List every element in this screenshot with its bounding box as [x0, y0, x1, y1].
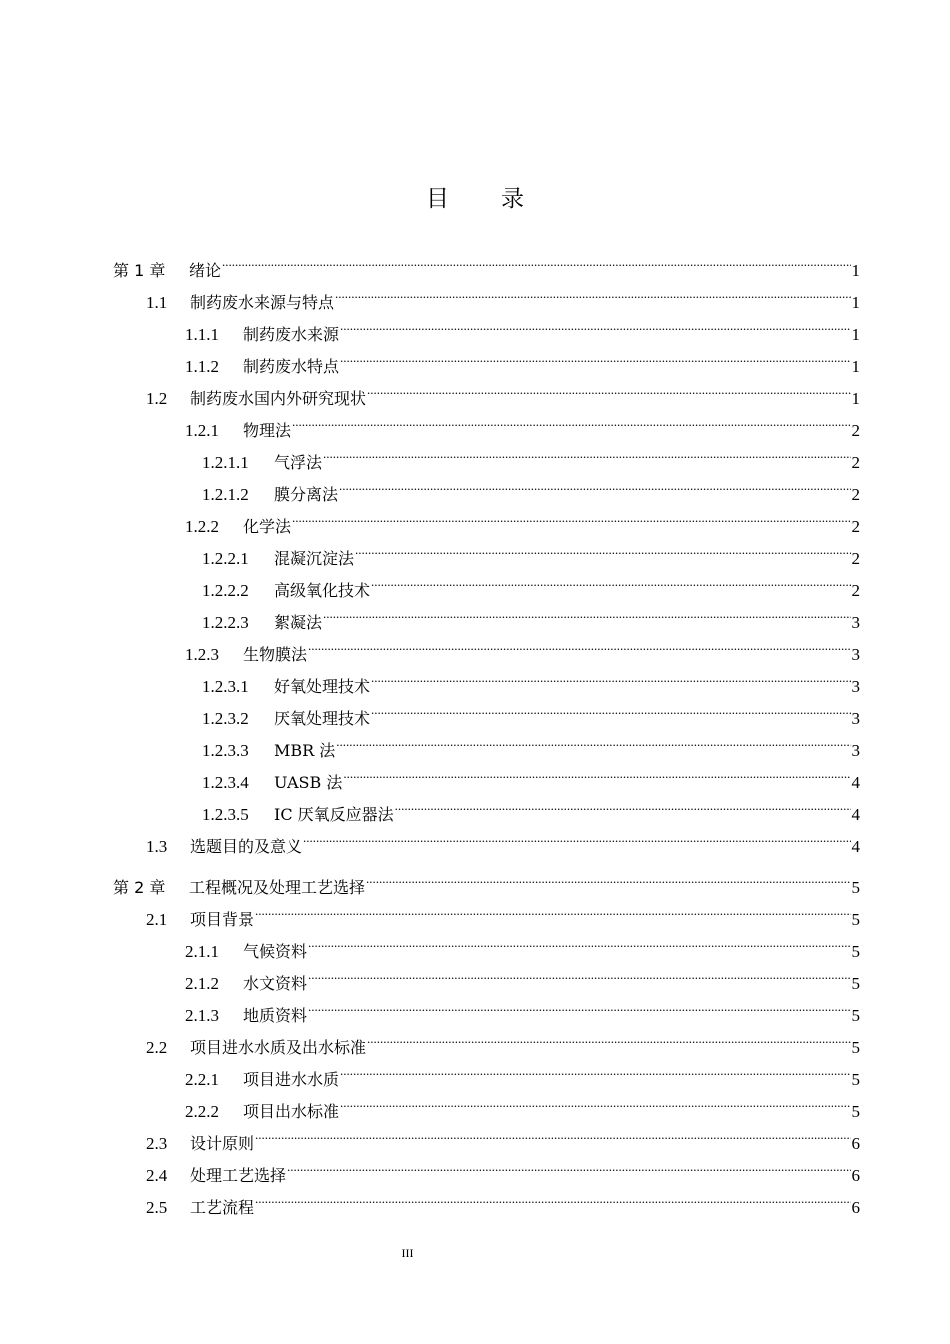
toc-entry-page-number: 2: [851, 421, 860, 440]
toc-entry-page-number: 2: [851, 549, 860, 568]
toc-entry-title: 制药废水来源与特点: [190, 293, 335, 312]
toc-dot-leader: [323, 436, 850, 468]
toc-dot-leader: [292, 404, 850, 436]
toc-entry-title: 水文资料: [243, 974, 308, 993]
toc-entry-page-number: 3: [851, 645, 860, 664]
toc-entry-title: 项目出水标准: [243, 1102, 340, 1121]
toc-entry-number: 2.2.2: [185, 1102, 219, 1121]
toc-entry-number: 2.2.1: [185, 1070, 219, 1089]
page-footer-number: III: [401, 1246, 414, 1260]
toc-dot-leader: [308, 989, 850, 1021]
toc-entry-page-number: 2: [851, 485, 860, 504]
toc-dot-leader: [395, 788, 851, 820]
toc-entry-number: 1.1.1: [185, 325, 219, 344]
toc-entry-title: 地质资料: [243, 1006, 308, 1025]
toc-dot-leader: [292, 500, 850, 532]
toc-dot-leader: [339, 468, 850, 500]
toc-entry-number: 2.1: [146, 910, 168, 929]
toc-dot-leader: [336, 724, 850, 756]
toc-entry-page-number: 1: [851, 261, 860, 280]
toc-chapter-entry[interactable]: [113, 861, 860, 897]
toc-entry-title: 好氧处理技术: [274, 677, 371, 696]
toc-entry-title: 项目进水水质及出水标准: [190, 1038, 367, 1057]
toc-entry-title: 膜分离法: [274, 485, 339, 504]
toc-entry-title: 工程概况及处理工艺选择: [189, 878, 366, 897]
toc-entry-title: IC 厌氧反应器法: [274, 805, 394, 824]
toc-entry-page-number: 6: [851, 1198, 860, 1217]
toc-entry-number: 2.1.2: [185, 974, 219, 993]
toc-entry-title: 气候资料: [243, 942, 308, 961]
toc-entry-number: 2.1.3: [185, 1006, 219, 1025]
toc-entry-page-number: 3: [851, 613, 860, 632]
toc-entry-title: 工艺流程: [190, 1198, 255, 1217]
toc-entry-number: 1.2.2.2: [202, 581, 249, 600]
toc-dot-leader: [343, 756, 850, 788]
toc-entry-title: 项目进水水质: [243, 1070, 340, 1089]
title-char-2: 录: [501, 186, 524, 212]
title-char-1: 目: [426, 186, 449, 212]
toc-dot-leader: [255, 1117, 850, 1149]
toc-entry-page-number: 1: [851, 357, 860, 376]
toc-entry-title: 物理法: [243, 421, 292, 440]
toc-dot-leader: [287, 1149, 850, 1181]
toc-entry-title: MBR 法: [274, 741, 336, 760]
toc-entry-number: 2.3: [146, 1134, 168, 1153]
toc-entry-page-number: 4: [851, 837, 860, 856]
toc-entry-title: 化学法: [243, 517, 292, 536]
toc-entry-number: 2.4: [146, 1166, 168, 1185]
toc-dot-leader: [371, 660, 850, 692]
toc-entry-number: 1.2.3.5: [202, 805, 249, 824]
toc-entry-title: 混凝沉淀法: [274, 549, 355, 568]
toc-entry-number: 1.2.1.2: [202, 485, 249, 504]
toc-entry-number: 1.2.3.4: [202, 773, 249, 792]
toc-dot-leader: [308, 925, 850, 957]
toc-entry-title: UASB 法: [274, 773, 343, 792]
page-title: [0, 180, 950, 213]
toc-chapter-entry[interactable]: [113, 244, 860, 280]
toc-dot-leader: [371, 564, 850, 596]
toc-entry-title: 项目背景: [190, 910, 255, 929]
toc-entry-page-number: 1: [851, 389, 860, 408]
toc-entry-title: 处理工艺选择: [190, 1166, 287, 1185]
toc-entry-page-number: 6: [851, 1166, 860, 1185]
toc-entry-title: 厌氧处理技术: [274, 709, 371, 728]
toc-entry-title: 绪论: [189, 261, 222, 280]
toc-entry-title: 选题目的及意义: [190, 837, 303, 856]
toc-dot-leader: [255, 1181, 850, 1213]
toc-entry-number: 1.2.3.1: [202, 677, 249, 696]
toc-entry-page-number: 4: [851, 805, 860, 824]
toc-entry-title: 絮凝法: [274, 613, 323, 632]
toc-entry-page-number: 3: [851, 677, 860, 696]
toc-entry-page-number: 3: [851, 741, 860, 760]
toc-entry-title: 高级氧化技术: [274, 581, 371, 600]
toc-dot-leader: [308, 628, 850, 660]
toc-entry-page-number: 5: [851, 1102, 860, 1121]
toc-entry-title: 生物膜法: [243, 645, 308, 664]
toc-entry-title: 设计原则: [190, 1134, 255, 1153]
toc-entry[interactable]: [113, 276, 860, 312]
toc-entry-page-number: 6: [851, 1134, 860, 1153]
toc-entry-page-number: 5: [851, 974, 860, 993]
toc-entry-number: 1.2.3.3: [202, 741, 249, 760]
toc-dot-leader: [355, 532, 850, 564]
toc-entry-number: 2.5: [146, 1198, 168, 1217]
toc-entry-page-number: 4: [851, 773, 860, 792]
toc-dot-leader: [371, 692, 850, 724]
toc-entry-page-number: 3: [851, 709, 860, 728]
toc-entry-page-number: 2: [851, 517, 860, 536]
toc-entry-number: 1.1: [146, 293, 168, 312]
toc-entry-page-number: 1: [851, 293, 860, 312]
toc-entry-number: 2.1.1: [185, 942, 219, 961]
toc-dot-leader: [367, 372, 850, 404]
toc-entry-page-number: 5: [851, 942, 860, 961]
toc-entry-title: 制药废水来源: [243, 325, 340, 344]
toc-entry-number: 第 2 章: [113, 878, 166, 897]
toc-entry-page-number: 5: [851, 1038, 860, 1057]
toc-dot-leader: [255, 893, 850, 925]
toc-dot-leader: [303, 820, 850, 852]
toc-dot-leader: [340, 1053, 850, 1085]
toc-entry-title: 制药废水特点: [243, 357, 340, 376]
toc-entry-number: 2.2: [146, 1038, 168, 1057]
toc-entry-number: 1.2.2.3: [202, 613, 249, 632]
toc-entry-page-number: 1: [851, 325, 860, 344]
toc-entry-number: 第 1 章: [113, 261, 166, 280]
toc-entry-number: 1.2.2: [185, 517, 219, 536]
toc-entry-number: 1.2: [146, 389, 168, 408]
toc-dot-leader: [222, 244, 850, 276]
toc-dot-leader: [340, 308, 850, 340]
toc-entry-page-number: 5: [851, 1070, 860, 1089]
toc-entry-page-number: 2: [851, 581, 860, 600]
toc-entry-number: 1.2.1: [185, 421, 219, 440]
toc-entry-title: 制药废水国内外研究现状: [190, 389, 367, 408]
toc-entry-number: 1.2.1.1: [202, 453, 249, 472]
table-of-contents: [113, 244, 860, 1217]
toc-dot-leader: [366, 861, 850, 893]
toc-dot-leader: [340, 340, 850, 372]
toc-dot-leader: [367, 1021, 850, 1053]
toc-dot-leader: [323, 596, 850, 628]
toc-dot-leader: [340, 1085, 850, 1117]
toc-entry-number: 1.3: [146, 837, 168, 856]
toc-dot-leader: [308, 957, 850, 989]
toc-entry-page-number: 5: [851, 1006, 860, 1025]
toc-entry-number: 1.1.2: [185, 357, 219, 376]
toc-entry-page-number: 5: [851, 910, 860, 929]
toc-entry-number: 1.2.2.1: [202, 549, 249, 568]
toc-entry-number: 1.2.3.2: [202, 709, 249, 728]
toc-entry-title: 气浮法: [274, 453, 323, 472]
toc-entry-page-number: 2: [851, 453, 860, 472]
toc-entry-page-number: 5: [851, 878, 860, 897]
toc-entry-number: 1.2.3: [185, 645, 219, 664]
toc-dot-leader: [335, 276, 850, 308]
